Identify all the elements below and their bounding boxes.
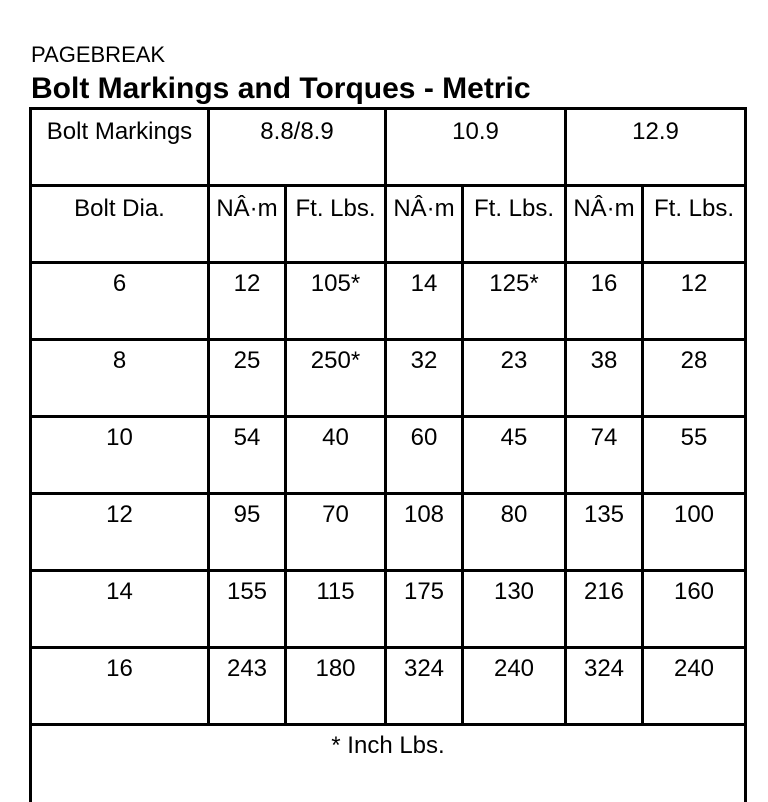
value-cell: 130 bbox=[463, 571, 566, 648]
value-cell: 25 bbox=[209, 340, 286, 417]
value-cell: 12 bbox=[209, 263, 286, 340]
value-cell: 80 bbox=[463, 494, 566, 571]
footnote-row bbox=[31, 725, 746, 802]
grade-header-row bbox=[31, 109, 746, 186]
grade-header: 8.8/8.9 bbox=[209, 109, 386, 186]
bolt-markings-header: Bolt Markings bbox=[31, 109, 209, 186]
grade-header: 10.9 bbox=[386, 109, 566, 186]
value-cell: 54 bbox=[209, 417, 286, 494]
value-cell: 108 bbox=[386, 494, 463, 571]
footnote: * Inch Lbs. bbox=[31, 725, 746, 802]
table-row bbox=[31, 263, 746, 340]
value-cell: 32 bbox=[386, 340, 463, 417]
page-title: Bolt Markings and Torques - Metric bbox=[31, 71, 531, 107]
value-cell: 180 bbox=[286, 648, 386, 725]
table-row bbox=[31, 340, 746, 417]
unit-header: Ft. Lbs. bbox=[286, 186, 386, 263]
table-row bbox=[31, 494, 746, 571]
unit-header: NÂ·m bbox=[566, 186, 643, 263]
value-cell: 135 bbox=[566, 494, 643, 571]
value-cell: 45 bbox=[463, 417, 566, 494]
value-cell: 155 bbox=[209, 571, 286, 648]
value-cell: 216 bbox=[566, 571, 643, 648]
value-cell: 250* bbox=[286, 340, 386, 417]
value-cell: 60 bbox=[386, 417, 463, 494]
value-cell: 175 bbox=[386, 571, 463, 648]
grade-header: 12.9 bbox=[566, 109, 746, 186]
table-row bbox=[31, 417, 746, 494]
value-cell: 16 bbox=[566, 263, 643, 340]
unit-header: NÂ·m bbox=[386, 186, 463, 263]
value-cell: 38 bbox=[566, 340, 643, 417]
value-cell: 23 bbox=[463, 340, 566, 417]
unit-header: Ft. Lbs. bbox=[463, 186, 566, 263]
value-cell: 74 bbox=[566, 417, 643, 494]
value-cell: 324 bbox=[386, 648, 463, 725]
table-row bbox=[31, 571, 746, 648]
value-cell: 160 bbox=[643, 571, 746, 648]
unit-header: NÂ·m bbox=[209, 186, 286, 263]
value-cell: 115 bbox=[286, 571, 386, 648]
value-cell: 40 bbox=[286, 417, 386, 494]
value-cell: 243 bbox=[209, 648, 286, 725]
unit-header: Ft. Lbs. bbox=[643, 186, 746, 263]
value-cell: 14 bbox=[386, 263, 463, 340]
bolt-dia-cell: 10 bbox=[31, 417, 209, 494]
bolt-dia-header: Bolt Dia. bbox=[31, 186, 209, 263]
value-cell: 95 bbox=[209, 494, 286, 571]
bolt-dia-cell: 8 bbox=[31, 340, 209, 417]
bolt-dia-cell: 6 bbox=[31, 263, 209, 340]
value-cell: 324 bbox=[566, 648, 643, 725]
value-cell: 240 bbox=[643, 648, 746, 725]
value-cell: 55 bbox=[643, 417, 746, 494]
value-cell: 100 bbox=[643, 494, 746, 571]
value-cell: 240 bbox=[463, 648, 566, 725]
value-cell: 28 bbox=[643, 340, 746, 417]
table-row bbox=[31, 648, 746, 725]
bolt-dia-cell: 14 bbox=[31, 571, 209, 648]
bolt-dia-cell: 16 bbox=[31, 648, 209, 725]
bolt-dia-cell: 12 bbox=[31, 494, 209, 571]
torque-table bbox=[29, 107, 747, 802]
value-cell: 125* bbox=[463, 263, 566, 340]
value-cell: 105* bbox=[286, 263, 386, 340]
page-break-label: PAGEBREAK bbox=[31, 42, 165, 68]
value-cell: 12 bbox=[643, 263, 746, 340]
unit-header-row bbox=[31, 186, 746, 263]
value-cell: 70 bbox=[286, 494, 386, 571]
